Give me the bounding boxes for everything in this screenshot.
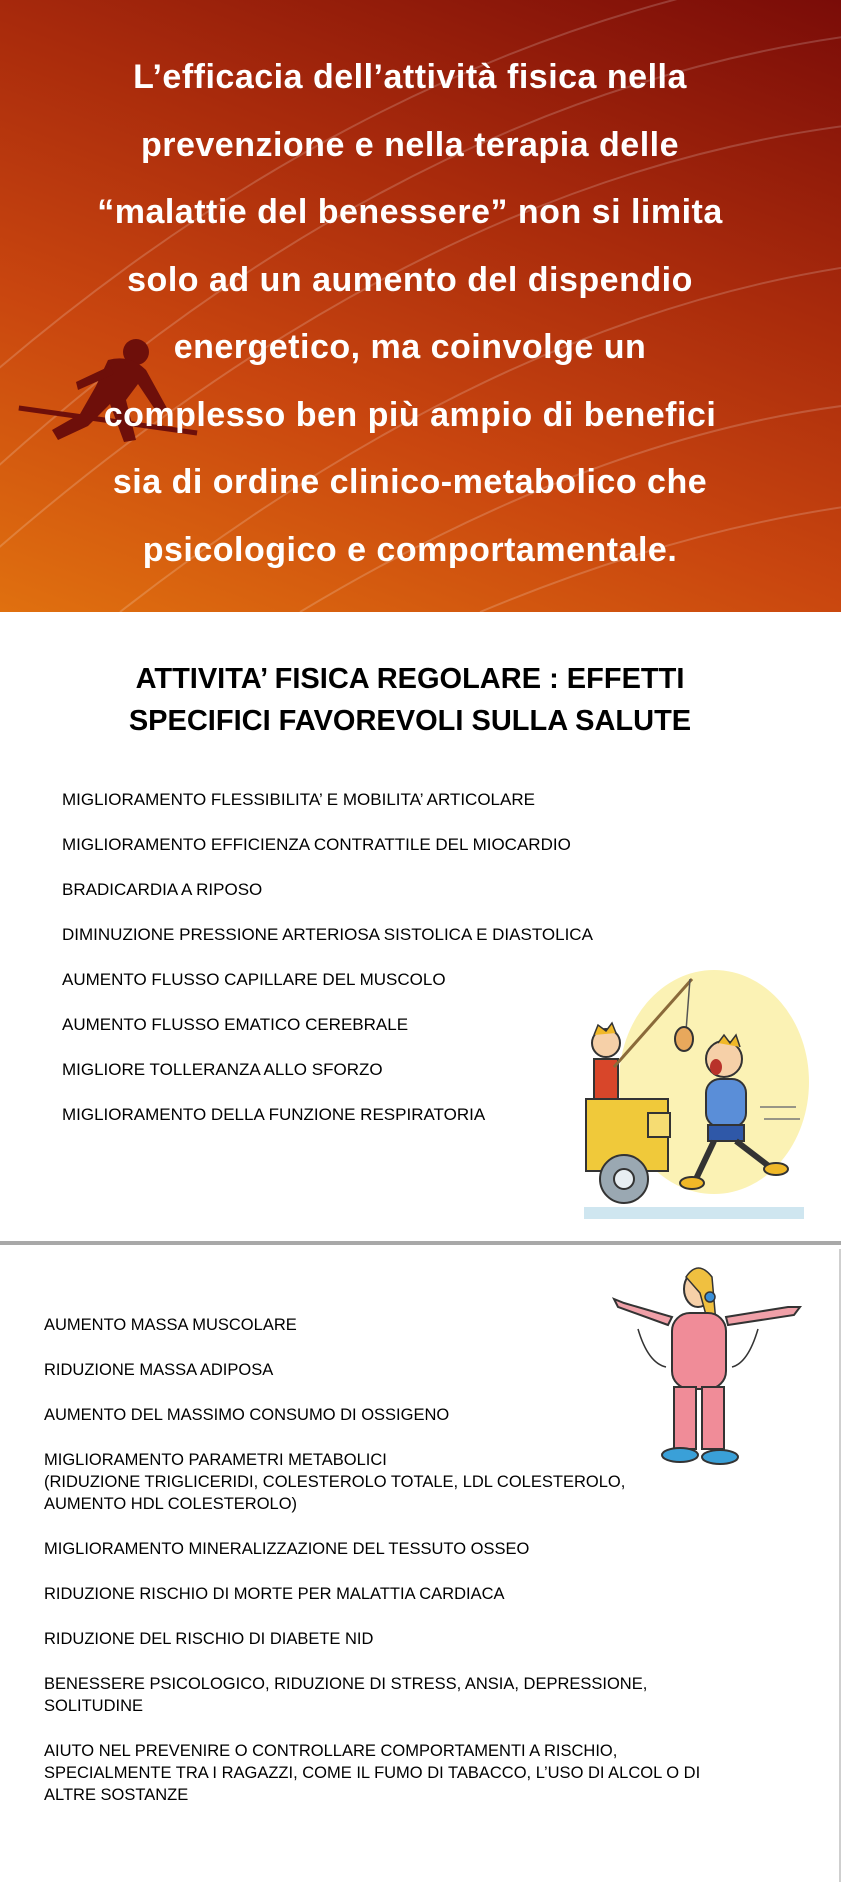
- slide-title: [60, 658, 760, 742]
- slide-intro: [0, 0, 841, 612]
- list-item: AUMENTO FLUSSO EMATICO CEREBRALE: [62, 1015, 409, 1034]
- list-item: MIGLIORAMENTO FLESSIBILITA’ E MOBILITA’ ARTICOLARE: [62, 790, 535, 809]
- headline-line: psicologico e comportamentale.: [142, 530, 678, 569]
- list-item: MIGLIORAMENTO EFFICIENZA CONTRATTILE DEL MIOCARDIO: [62, 835, 571, 854]
- girl-in-tracksuit-illustration: [608, 1263, 808, 1483]
- runner-chasing-food-illustration: [584, 967, 809, 1227]
- list-item: MIGLIORE TOLLERANZA ALLO SFORZO: [62, 1060, 383, 1079]
- list-item: AIUTO NEL PREVENIRE O CONTROLLARE COMPORTAMENTI A RISCHIO, SPECIALMENTE TRA I RAGAZZI, COME IL FUMO DI TABACCO, L’USO DI ALCOL O DI ALTRE SOSTANZE: [44, 1742, 701, 1804]
- list-item: BRADICARDIA A RIPOSO: [62, 880, 263, 899]
- list-item: RIDUZIONE DEL RISCHIO DI DIABETE NID: [44, 1630, 374, 1648]
- headline-line: sia di ordine clinico-metabolico che: [112, 463, 708, 501]
- headline-line: prevenzione e nella terapia delle: [140, 125, 680, 164]
- list-item: AUMENTO DEL MASSIMO CONSUMO DI OSSIGENO: [44, 1406, 450, 1424]
- list-item: AUMENTO FLUSSO CAPILLARE DEL MUSCOLO: [62, 970, 446, 989]
- list-item: MIGLIORAMENTO DELLA FUNZIONE RESPIRATORIA: [62, 1105, 486, 1124]
- headline-line: energetico, ma coinvolge un: [173, 328, 647, 366]
- intro-headline: [40, 44, 780, 584]
- title-line: SPECIFICI FAVOREVOLI SULLA SALUTE: [128, 705, 692, 737]
- headline-line: L’efficacia dell’attività fisica nella: [133, 58, 687, 96]
- list-item: AUMENTO MASSA MUSCOLARE: [44, 1316, 297, 1334]
- benefits-list: [44, 1314, 700, 1829]
- list-item: RIDUZIONE MASSA ADIPOSA: [44, 1361, 274, 1379]
- headline-line: complesso ben più ampio di benefici: [103, 395, 717, 434]
- headline-line: solo ad un aumento del dispendio: [127, 260, 693, 299]
- slide-effects: [0, 612, 841, 1245]
- slide-benefits: [0, 1249, 841, 1882]
- list-item: DIMINUZIONE PRESSIONE ARTERIOSA SISTOLICA E DIASTOLICA: [62, 925, 593, 944]
- effects-list: [62, 790, 593, 1150]
- title-line: ATTIVITA’ FISICA REGOLARE : EFFETTI: [135, 663, 685, 695]
- list-item: MIGLIORAMENTO MINERALIZZAZIONE DEL TESSUTO OSSEO: [44, 1540, 530, 1558]
- list-item: RIDUZIONE RISCHIO DI MORTE PER MALATTIA CARDIACA: [44, 1585, 505, 1603]
- headline-line: “malattie del benessere” non si limita: [97, 193, 723, 231]
- list-item: MIGLIORAMENTO PARAMETRI METABOLICI (RIDUZIONE TRIGLICERIDI, COLESTEROLO TOTALE, LDL COLESTEROLO, AUMENTO HDL COLESTEROLO): [44, 1451, 626, 1513]
- list-item: BENESSERE PSICOLOGICO, RIDUZIONE DI STRESS, ANSIA, DEPRESSIONE, SOLITUDINE: [44, 1675, 648, 1715]
